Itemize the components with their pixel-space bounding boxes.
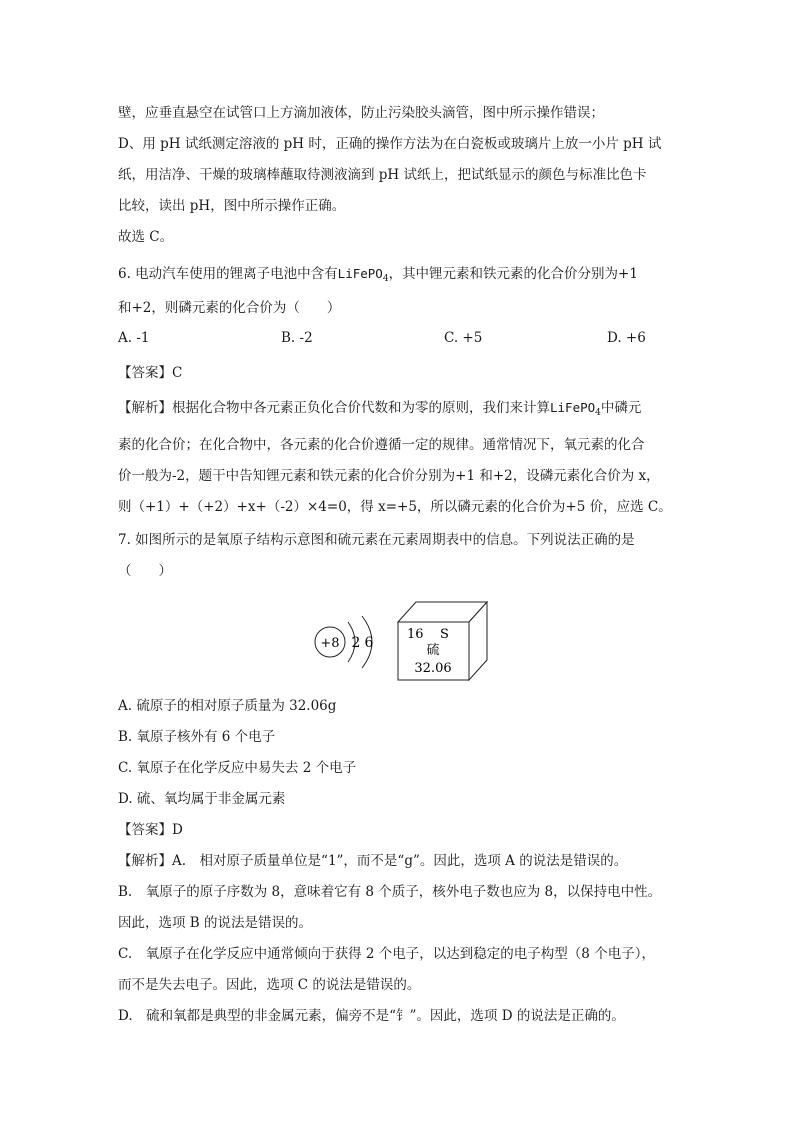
shell-1-electrons: 2 — [351, 635, 361, 651]
question-7-stem: 7. 如图所示的是氧原子结构示意图和硫元素在元素周期表中的信息。下列说法正确的是 — [118, 532, 635, 548]
question-6-stem-line2: 和+2，则磷元素的化合价为（ ） — [118, 300, 341, 316]
analysis-line: 而不是失去电子。因此，选项 C 的说法是错误的。 — [118, 977, 421, 993]
text-line: 壁，应垂直悬空在试管口上方滴加液体，防止污染胶头滴管，图中所示操作错误； — [118, 105, 604, 121]
element-symbol: S — [440, 627, 449, 642]
analysis-line: 【解析】A. 相对原子质量单位是“1”，而不是“g”。因此，选项 A 的说法是错误的。 — [118, 853, 628, 869]
stem-text: ，其中锂元素和铁元素的化合价分别为+1 — [388, 266, 638, 282]
element-name: 硫 — [426, 643, 440, 658]
question-7-stem-line2: （ ） — [118, 563, 172, 579]
analysis-line: 因此，选项 B 的说法是错误的。 — [118, 915, 313, 931]
chemical-formula: LiFePO — [550, 400, 596, 415]
analysis-text: 【解析】根据化合物中各元素正负化合价代数和为零的原则，我们来计算 — [118, 400, 550, 416]
text-line: 纸，用洁净、干燥的玻璃棒蘸取待测液滴到 pH 试纸上，把试纸显示的颜色与标准比色卡 — [118, 167, 647, 183]
analysis-text: 中磷元 — [600, 400, 642, 416]
option-d: D. 硫、氧均属于非金属元素 — [118, 791, 286, 807]
question-6-stem — [118, 265, 638, 288]
option-a: A. 硫原子的相对原子质量为 32.06g — [118, 698, 337, 714]
atomic-mass: 32.06 — [414, 661, 452, 676]
nucleus-charge: +8 — [320, 636, 340, 651]
figure-svg — [310, 592, 500, 682]
analysis-line: 素的化合价；在化合物中，各元素的化合价遵循一定的规律。通常情况下，氧元素的化合 — [118, 437, 645, 453]
formula-subscript: 4 — [382, 274, 389, 284]
option-a: A. -1 — [118, 330, 150, 346]
answer: 【答案】D — [118, 822, 183, 838]
option-c: C. +5 — [444, 330, 483, 346]
option-c: C. 氧原子在化学反应中易失去 2 个电子 — [118, 760, 357, 776]
analysis-line: B. 氧原子的原子序数为 8，意味着它有 8 个质子，核外电子数也应为 8，以保持电中性。 — [118, 884, 662, 900]
text-line: D、用 pH 试纸测定溶液的 pH 时，正确的操作方法为在白瓷板或玻璃片上放一小片 pH 试 — [118, 136, 662, 152]
text-line: 比较，读出 pH，图中所示操作正确。 — [118, 198, 346, 214]
analysis-line — [118, 399, 641, 422]
atom-structure-and-periodic-cell-figure — [310, 592, 500, 682]
option-b: B. 氧原子核外有 6 个电子 — [118, 729, 276, 745]
formula-subscript: 4 — [595, 408, 601, 418]
atomic-number: 16 — [407, 627, 424, 642]
chemical-formula: LiFePO — [337, 266, 383, 281]
analysis-line: C. 氧原子在化学反应中通常倾向于获得 2 个电子，以达到稳定的电子构型（8 个电子）， — [118, 946, 655, 962]
answer: 【答案】C — [118, 365, 183, 381]
shell-2-electrons: 6 — [364, 635, 374, 651]
option-b: B. -2 — [281, 330, 313, 346]
analysis-line: 价一般为-2，题干中告知锂元素和铁元素的化合价分别为+1 和+2，设磷元素化合价为 x， — [118, 468, 660, 484]
analysis-line: 则（+1）+（+2）+x+（-2）×4=0，得 x=+5，所以磷元素的化合价为+5 价，应选 C。 — [118, 499, 672, 515]
stem-text: 6. 电动汽车使用的锂离子电池中含有 — [118, 266, 338, 282]
text-line: 故选 C。 — [118, 229, 174, 245]
analysis-line: D. 硫和氧都是典型的非金属元素，偏旁不是“钅”。因此，选项 D 的说法是正确的。 — [118, 1008, 625, 1024]
option-d: D. +6 — [607, 330, 646, 346]
